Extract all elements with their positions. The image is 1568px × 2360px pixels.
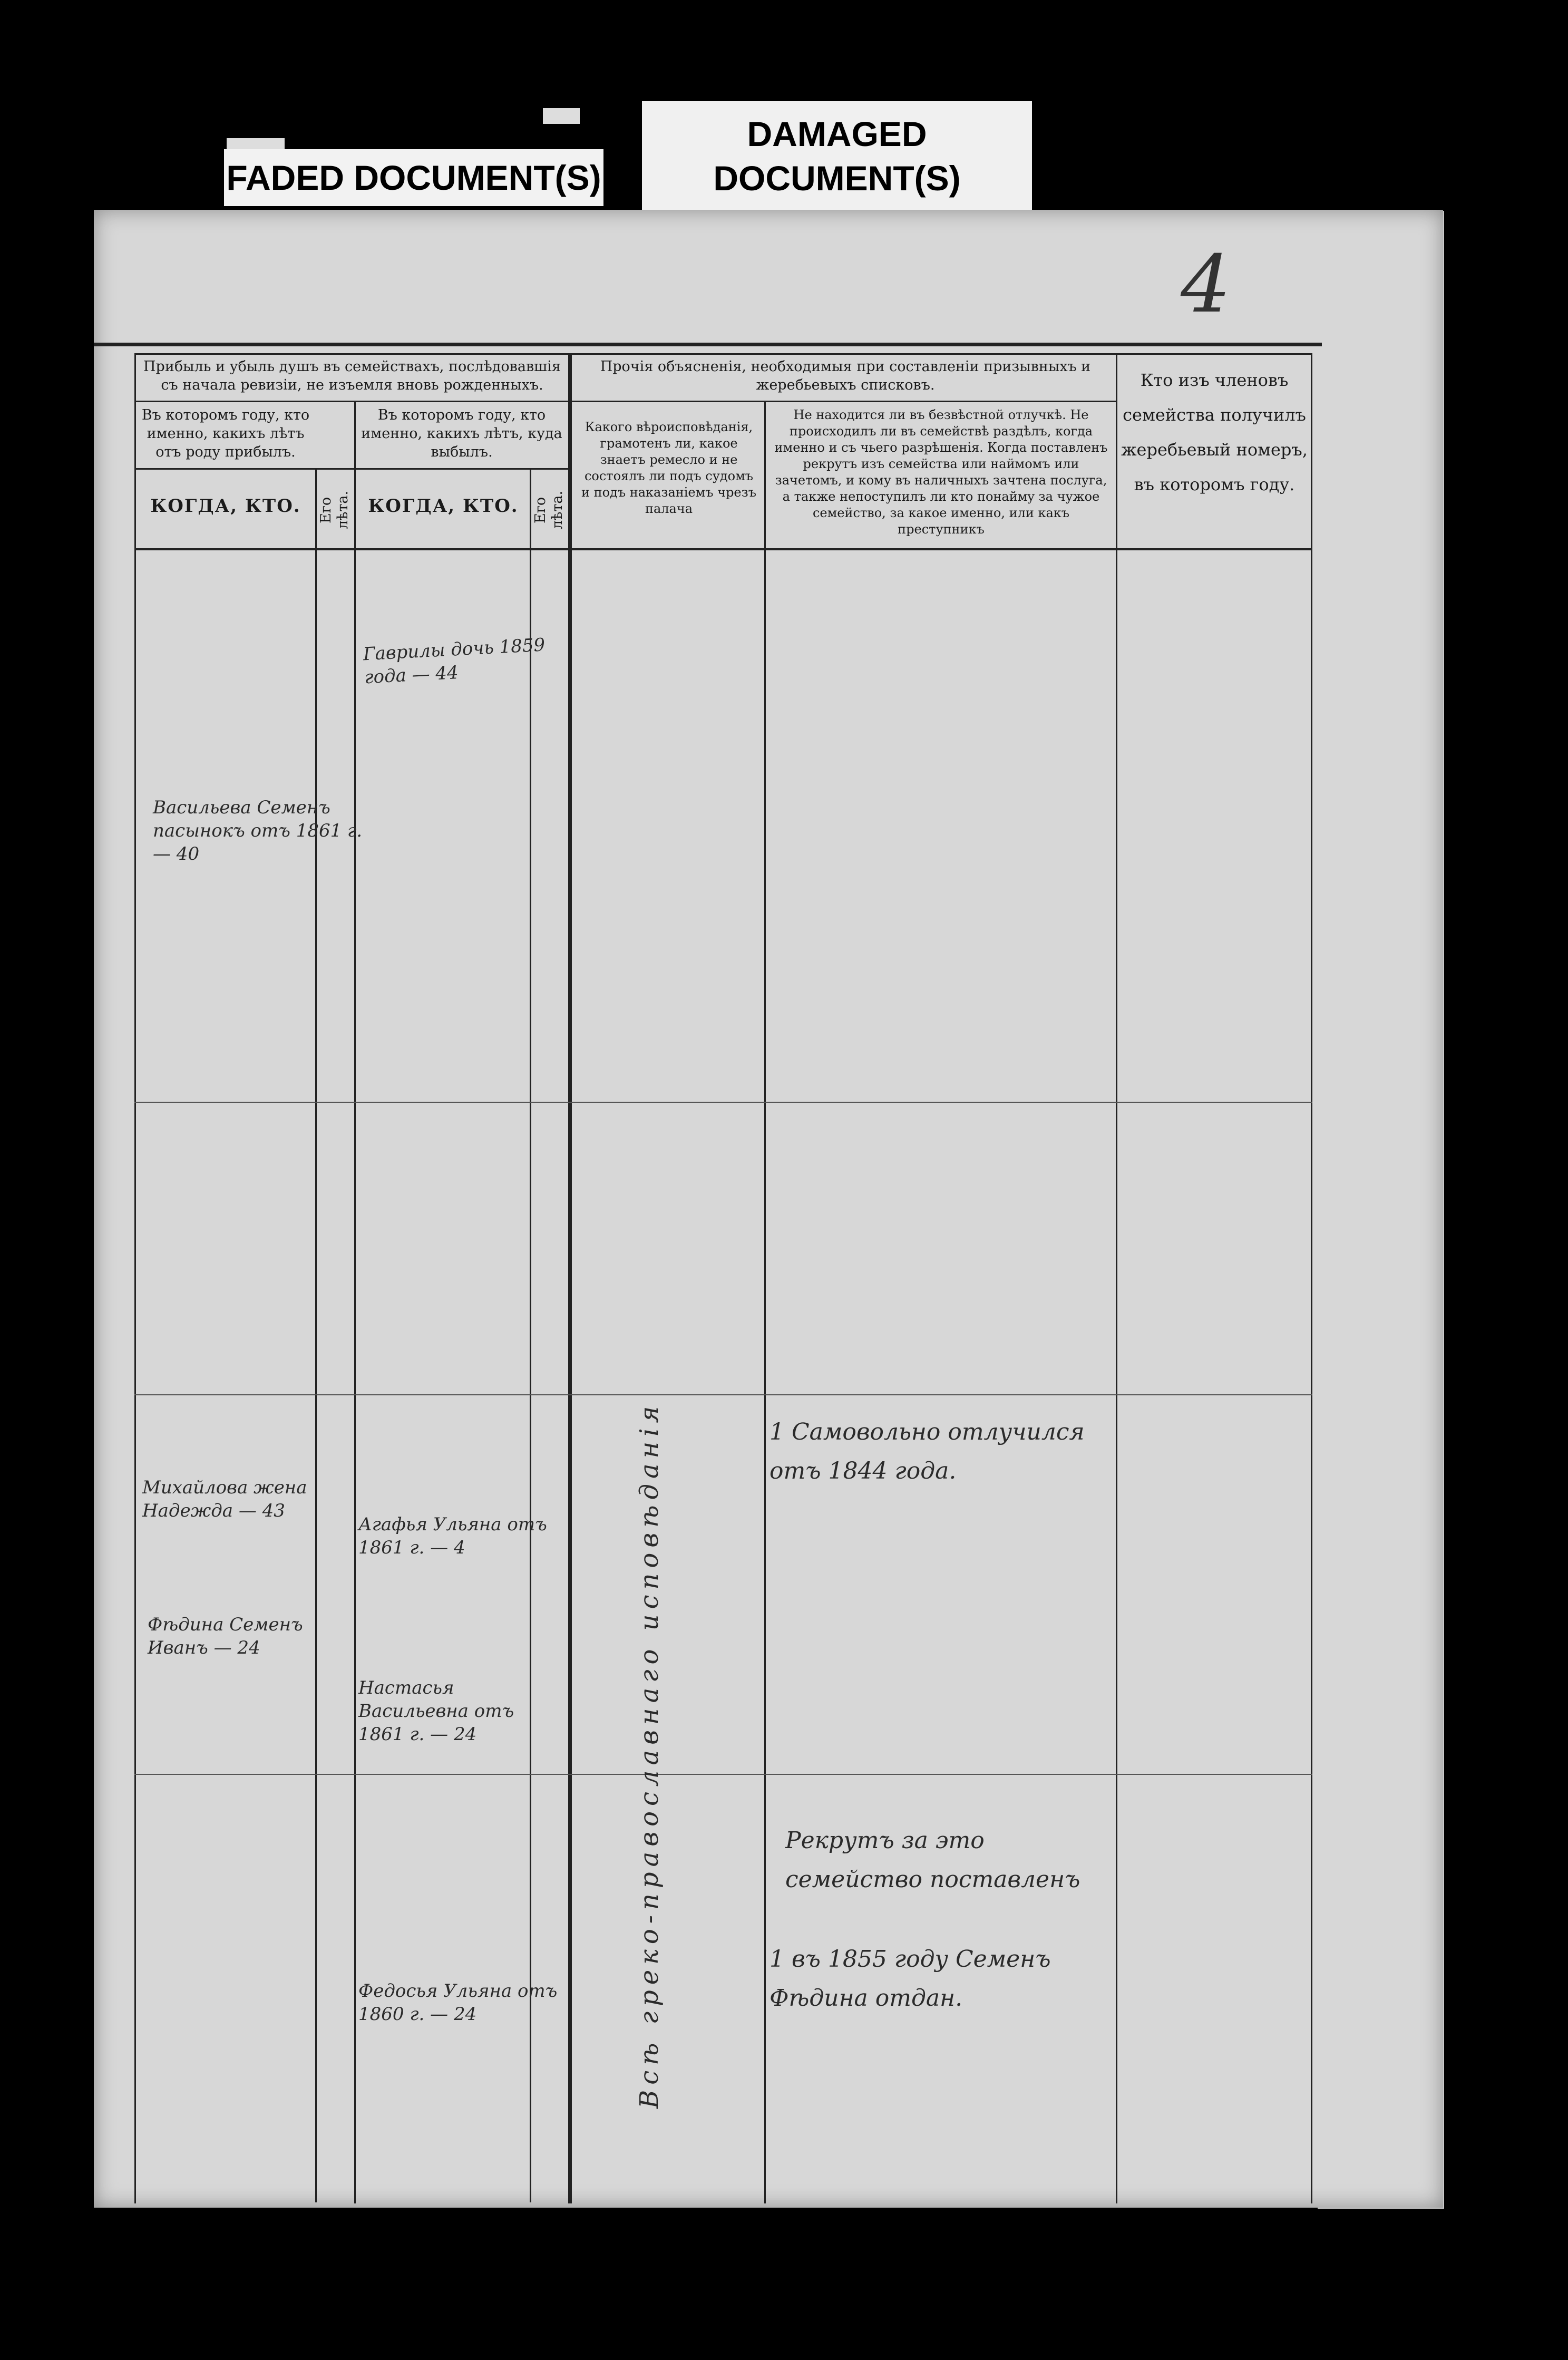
header-gain-loss: Прибыль и убыль душъ въ семействахъ, послѣдовавшія съ начала ревизіи, не изъемля вновь рожденныхъ.: [143, 358, 561, 393]
damaged-label-line1: DAMAGED: [747, 114, 927, 153]
column-line: [1311, 353, 1312, 2203]
header-bottom-line: [134, 548, 1312, 550]
row-divider: [134, 1774, 1312, 1775]
table-top-rule: [94, 343, 1322, 346]
column-line: [354, 401, 356, 2203]
damaged-document-label: [642, 101, 1032, 212]
entry-departed-3: Настасья Васильевна отъ 1861 г. — 24: [358, 1677, 514, 1745]
header-when-who-departed: КОГДА, КТО.: [368, 496, 519, 517]
column-line-double: [568, 353, 572, 2203]
row-divider: [134, 1394, 1312, 1395]
entry-arrived-3: Фѣдина Семенъ Иванъ — 24: [148, 1614, 303, 1658]
row-divider: [134, 1102, 1312, 1103]
header-absence: Не находится ли въ безвѣстной отлучкѣ. Не происходилъ ли въ семействѣ раздѣлъ, когда именно и съ чьего разрѣшенія. Когда поставленъ рекрутъ изъ семейства или наймомъ или зачетомъ, и кому въ наличныхъ зачтена послуга, а также непоступилъ ли кто понаймy за чужое семейство, за какое именно, или какъ преступникъ: [774, 407, 1108, 537]
header-lot-number: Кто изъ членовъ семейства получилъ жеребьевый номеръ, въ которомъ году.: [1121, 370, 1308, 494]
entry-religion-vertical: Всѣ греко-православнаго исповѣданія: [635, 1401, 664, 2109]
entry-departed-2: Агафья Ульяна отъ 1861 г. — 4: [358, 1514, 547, 1558]
entry-arrived-1: Васильева Семенъ пасынокъ отъ 1861 г. — 40: [153, 797, 363, 865]
header-other-explanations: Прочія объясненія, необходимыя при составленіи призывныхъ и жеребьевыхъ списковъ.: [600, 358, 1091, 393]
page-number: 4: [1181, 239, 1231, 331]
header-religion: Какого вѣроисповѣданія, грамотенъ ли, какое знаетъ ремесло и не состоялъ ли подъ судомъ и подъ наказаніемъ чрезъ палача: [581, 420, 756, 516]
faded-document-label: FADED DOCUMENT(S): [224, 149, 603, 206]
header-departed: Въ которомъ году, кто именно, какихъ лѣтъ, куда выбылъ.: [361, 407, 562, 460]
entry-absence-2: Рекрутъ за это семейство поставленъ: [785, 1827, 1080, 1893]
damaged-label-line2: DOCUMENT(S): [713, 159, 961, 198]
column-line: [1116, 353, 1117, 2203]
header-age-departed: Его лѣта.: [532, 490, 566, 530]
entry-departed-1: Гаврилы дочь 1859 года — 44: [363, 634, 546, 688]
entry-absence-1: 1 Самовольно отлучился отъ 1844 года.: [770, 1419, 1085, 1484]
table-top-line: [134, 353, 1312, 355]
header-divider: [572, 401, 1117, 402]
entry-absence-3: 1 въ 1855 году Семенъ Фѣдина отдан.: [770, 1946, 1051, 2012]
paper-scrap: [543, 108, 580, 124]
header-divider: [134, 468, 572, 470]
header-age-arrived: Его лѣта.: [318, 490, 351, 530]
column-line: [530, 468, 531, 2202]
header-arrived: Въ которомъ году, кто именно, какихъ лѣтъ отъ роду прибылъ.: [141, 407, 310, 460]
column-line: [134, 353, 136, 2203]
header-divider: [134, 401, 572, 402]
header-when-who-arrived: КОГДА, КТО.: [150, 496, 301, 517]
column-line: [764, 401, 766, 2203]
entry-departed-4: Федосья Ульяна отъ 1860 г. — 24: [358, 1980, 558, 2025]
column-line: [315, 468, 317, 2202]
entry-arrived-2: Михайлова жена Надежда — 43: [142, 1477, 307, 1521]
